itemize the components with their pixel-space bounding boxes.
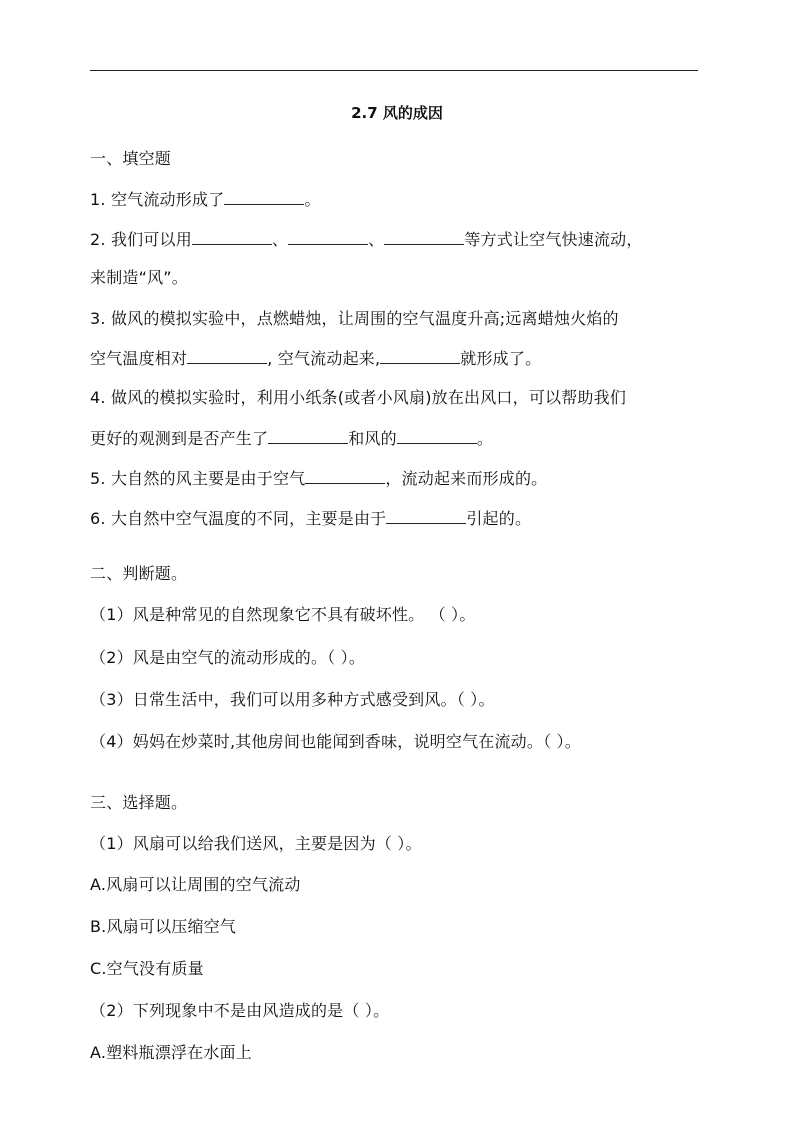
answer-blank[interactable] <box>224 188 304 205</box>
question-text: ，流动起来而形成的。 <box>385 469 548 488</box>
question-text: 1. 空气流动形成了 <box>90 190 225 209</box>
question-6 <box>90 507 531 530</box>
answer-blank[interactable] <box>288 228 368 245</box>
question-text: 。 <box>304 190 321 209</box>
section-heading-fill: 一、填空题 <box>90 149 172 168</box>
section-heading-judge: 二、判断题。 <box>90 564 188 583</box>
answer-blank[interactable] <box>305 467 385 484</box>
question-3: 3. 做风的模拟实验中，点燃蜡烛，让周围的空气温度升高;远离蜡烛火焰的 <box>90 309 619 328</box>
answer-blank[interactable] <box>192 228 272 245</box>
question-3-continued <box>90 347 541 370</box>
question-text: 2. 我们可以用 <box>90 230 192 249</box>
judge-item[interactable]: （3）日常生活中，我们可以用多种方式感受到风。（ ）。 <box>90 690 495 709</box>
choice-option[interactable]: B.风扇可以压缩空气 <box>90 917 237 936</box>
question-5 <box>90 467 547 490</box>
question-2 <box>90 228 643 251</box>
question-text: 等方式让空气快速流动， <box>464 230 643 249</box>
question-text: 空气温度相对 <box>90 349 188 368</box>
answer-blank[interactable] <box>187 347 267 364</box>
answer-blank[interactable] <box>397 427 477 444</box>
choice-question: （1）风扇可以给我们送风，主要是因为（ ）。 <box>90 834 422 853</box>
question-text: 引起的。 <box>466 509 532 528</box>
answer-blank[interactable] <box>268 427 348 444</box>
question-1 <box>90 188 321 211</box>
question-text: 、 <box>271 230 289 249</box>
question-4-continued <box>90 427 493 450</box>
choice-question: （2）下列现象中不是由风造成的是（ ）。 <box>90 1001 390 1020</box>
judge-item[interactable]: （1）风是种常见的自然现象它不具有破坏性。 （ ）。 <box>90 605 476 624</box>
page-title: 2.7 风的成因 <box>351 104 443 122</box>
question-text: 6. 大自然中空气温度的不同，主要是由于 <box>90 509 387 528</box>
question-text: , 空气流动起来, <box>267 349 381 368</box>
answer-blank[interactable] <box>386 507 466 524</box>
answer-blank[interactable] <box>380 347 460 364</box>
choice-option[interactable]: A.风扇可以让周围的空气流动 <box>90 875 301 894</box>
judge-item[interactable]: （2）风是由空气的流动形成的。（ ）。 <box>90 648 366 667</box>
question-text: 更好的观测到是否产生了 <box>90 429 269 448</box>
question-text: 。 <box>476 429 494 448</box>
choice-option[interactable]: A.塑料瓶漂浮在水面上 <box>90 1043 252 1062</box>
section-heading-choice: 三、选择题。 <box>90 793 188 812</box>
judge-item[interactable]: （4）妈妈在炒菜时,其他房间也能闻到香味，说明空气在流动。（ ）。 <box>90 732 581 751</box>
question-text: 5. 大自然的风主要是由于空气 <box>90 469 306 488</box>
question-text: 和风的 <box>348 429 397 448</box>
choice-option[interactable]: C.空气没有质量 <box>90 959 204 978</box>
answer-blank[interactable] <box>384 228 464 245</box>
question-text: 就形成了。 <box>460 349 542 368</box>
header-rule <box>90 70 698 71</box>
question-4: 4. 做风的模拟实验时，利用小纸条(或者小风扇)放在出风口，可以帮助我们 <box>90 388 627 407</box>
question-text: 、 <box>368 230 385 249</box>
question-2-continued: 来制造“风”。 <box>90 268 188 287</box>
